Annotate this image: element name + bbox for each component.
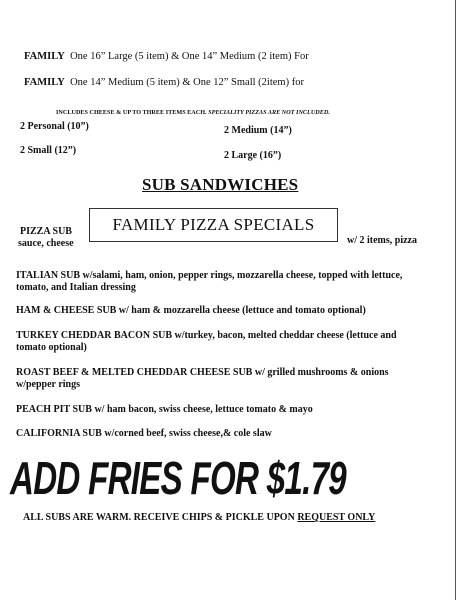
family-label-1: FAMILY [24, 51, 65, 62]
sub-item-roast-beef: ROAST BEEF & MELTED CHEDDAR CHEESE SUB w/ grilled mushrooms & onions w/pepper rings [16, 367, 389, 390]
family-special-line-1 [24, 51, 309, 62]
pizza-sub-tail: w/ 2 items, pizza [347, 235, 417, 246]
add-fries-banner: ADD FRIES FOR $1.79 [10, 452, 347, 504]
includes-italic-text: SPECIALITY PIZZAS ARE NOT INCLUDED. [208, 109, 330, 116]
pizza-sub-line-2: sauce, cheese [18, 238, 74, 249]
family-pizza-specials-box [89, 208, 338, 242]
family-text-2: One 14” Medium (5 item) & One 12” Small (2item) for [70, 77, 304, 88]
pizza-sub-line-1: PIZZA SUB [20, 226, 72, 237]
sub-item-turkey: TURKEY CHEDDAR BACON SUB w/turkey, bacon, melted cheddar cheese (lettuce and tomato optional) [16, 330, 397, 353]
size-small: 2 Small (12”) [20, 145, 77, 156]
footer-note [23, 512, 375, 523]
family-pizza-specials-title: FAMILY PIZZA SPECIALS [112, 215, 315, 234]
size-large: 2 Large (16”) [224, 150, 282, 161]
includes-note [56, 109, 330, 116]
family-text-1: One 16” Large (5 item) & One 14” Medium (2 item) For [70, 51, 309, 62]
family-special-line-2 [24, 77, 304, 88]
sub-item-peach-pit: PEACH PIT SUB w/ ham bacon, swiss cheese, lettuce tomato & mayo [16, 404, 313, 415]
sub-item-ham-cheese: HAM & CHEESE SUB w/ ham & mozzarella cheese (lettuce and tomato optional) [16, 305, 366, 316]
sub-item-italian: ITALIAN SUB w/salami, ham, onion, pepper rings, mozzarella cheese, topped with lettuce, tomato, and Italian dressing [16, 270, 403, 293]
size-personal: 2 Personal (10”) [20, 121, 89, 132]
includes-text: INCLUDES CHEESE & UP TO THREE ITEMS EACH. [56, 109, 207, 116]
footer-text: ALL SUBS ARE WARM. RECEIVE CHIPS & PICKLE UPON [23, 512, 295, 523]
footer-underlined-text: REQUEST ONLY [297, 512, 376, 523]
size-medium: 2 Medium (14”) [224, 125, 292, 136]
sub-item-california: CALIFORNIA SUB w/corned beef, swiss cheese,& cole slaw [16, 428, 272, 439]
sub-sandwiches-heading: SUB SANDWICHES [142, 175, 299, 194]
family-label-2: FAMILY [24, 77, 65, 88]
